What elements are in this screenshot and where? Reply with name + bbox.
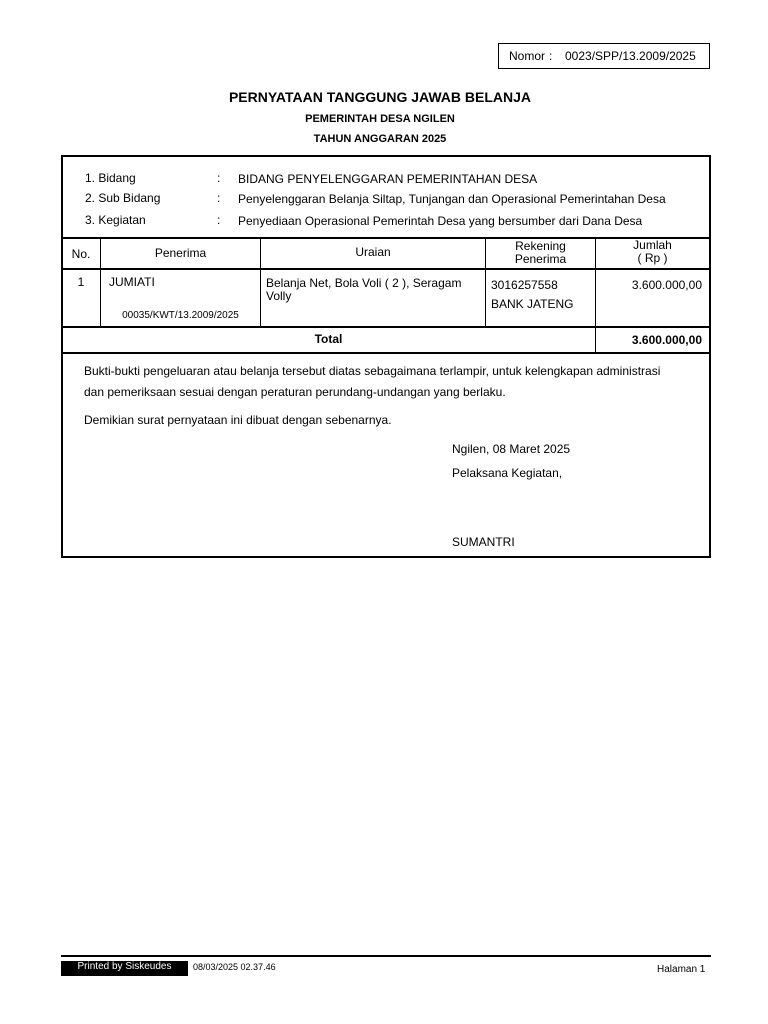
sub-bidang-label: 2. Sub Bidang	[85, 191, 161, 205]
document-year: TAHUN ANGGARAN 2025	[313, 133, 447, 145]
bidang-colon: :	[217, 171, 221, 185]
statement-line-2: dan pemeriksaan sesuai dengan peraturan perundang-undangan yang berlaku.	[84, 385, 506, 399]
row-kwitansi-number: 00035/KWT/13.2009/2025	[122, 310, 239, 321]
bidang-value: BIDANG PENYELENGGARAN PEMERINTAHAN DESA	[238, 172, 538, 186]
print-datetime: 08/03/2025 02.37.46	[193, 962, 276, 972]
table-total-bottom-border	[61, 352, 711, 354]
sub-bidang-value: Penyelenggaran Belanja Siltap, Tunjangan dan Operasional Pemerintahan Desa	[238, 192, 666, 206]
document-number-separator: :	[549, 49, 553, 63]
sub-bidang-colon: :	[217, 191, 221, 205]
signature-place-date: Ngilen, 08 Maret 2025	[452, 442, 571, 456]
document-title: PERNYATAAN TANGGUNG JAWAB BELANJA	[228, 89, 532, 105]
printed-by-badge: Printed by Siskeudes	[61, 961, 188, 976]
table-header-bottom-border	[61, 268, 711, 270]
statement-line-3: Demikian surat pernyataan ini dibuat dengan sebenarnya.	[84, 413, 392, 427]
kegiatan-value: Penyediaan Operasional Pemerintah Desa yang bersumber dari Dana Desa	[238, 214, 643, 228]
document-number-value: 0023/SPP/13.2009/2025	[565, 49, 696, 63]
total-label: Total	[314, 332, 343, 346]
header-no: No.	[71, 247, 91, 261]
row-uraian-line2: Volly	[266, 289, 292, 303]
header-rekening-line2: Penerima	[514, 252, 567, 266]
document-number-box	[498, 43, 710, 69]
statement-line-1: Bukti-bukti pengeluaran atau belanja tersebut diatas sebagaimana terlampir, untuk kelengkapan administrasi	[84, 364, 661, 378]
header-rekening-line1: Rekening	[515, 239, 566, 253]
header-jumlah-line1: Jumlah	[633, 238, 672, 252]
kegiatan-label: 3. Kegiatan	[85, 213, 146, 227]
bidang-label: 1. Bidang	[85, 171, 136, 185]
row-uraian-line1: Belanja Net, Bola Voli ( 2 ), Seragam	[266, 276, 462, 290]
footer-divider	[61, 955, 711, 957]
row-rekening: 3016257558	[491, 278, 558, 292]
header-uraian: Uraian	[355, 245, 391, 259]
table-row-bottom-border	[61, 326, 711, 328]
document-subtitle: PEMERINTAH DESA NGILEN	[305, 113, 455, 125]
row-bank: BANK JATENG	[491, 297, 574, 311]
total-value: 3.600.000,00	[631, 333, 702, 347]
document-number-label: Nomor	[509, 49, 546, 63]
row-jumlah: 3.600.000,00	[631, 278, 702, 292]
page-number: Halaman 1	[657, 964, 706, 975]
signature-role: Pelaksana Kegiatan,	[452, 466, 563, 480]
signature-name: SUMANTRI	[452, 535, 515, 549]
row-penerima: JUMIATI	[109, 275, 155, 289]
header-jumlah-line2: ( Rp )	[637, 251, 668, 265]
header-penerima: Penerima	[154, 246, 207, 260]
kegiatan-colon: :	[217, 213, 221, 227]
row-no: 1	[77, 275, 85, 289]
